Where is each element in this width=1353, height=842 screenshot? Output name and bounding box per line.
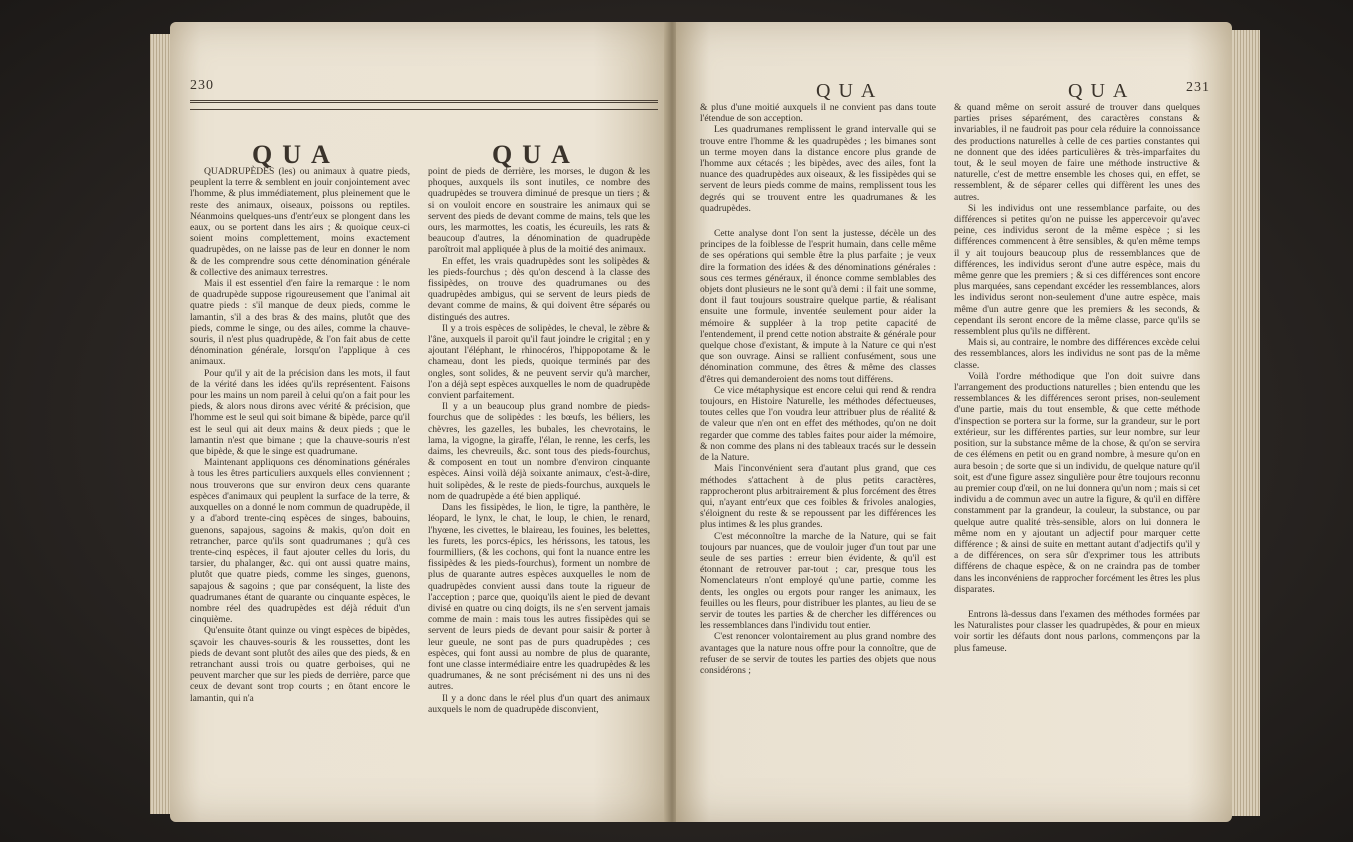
paragraph: QUADRUPÈDES (les) ou animaux à quatre pieds, peuplent la terre & semblent en jouir conjointement avec l'homme, & plus immédiatement, plus pleinement que le reste des animaux, oiseaux, poissons ou reptiles. Néanmoins quelques-uns d'entr'eux se plongent dans les eaux, ou se portent dans les airs ; & quoique ceux-ci soient moins complettement, moins exactement quadrupèdes, on ne laisse pas de leur en donner le nom & de les comprendre sous cette dénomination générale & collective des animaux terrestres. xyxy=(190,166,410,278)
paragraph: Il y a trois espèces de solipèdes, le cheval, le zèbre & l'âne, auxquels il paroit qu'il faut joindre le crigital ; en y ajoutant l'éléphant, le rhinocéros, l'hippopotame & le chameau, dont les pieds, quoique terminés par des ongles, sont solides, & ne peuvent servir qu'à marcher, l'on a déjà sept espèces auxquelles le nom de quadrupède convient parfaitement. xyxy=(428,322,650,402)
header-rule-left xyxy=(190,100,658,110)
paragraph: Pour qu'il y ait de la précision dans les mots, il faut de la vérité dans les idées qu'ils représentent. Faisons pour les mains un nom pareil à celui qu'on a fait pour les pieds, & alors nous dirons avec vérité & précision, que l'homme est le seul qui soit bimane & bipède, parce qu'il est le seul qui ait deux mains & deux pieds ; que le lamantin n'est que bimane ; que la chauve-souris n'est que bipède, & que le singe est quadrumane. xyxy=(190,367,410,458)
paragraph: Mais si, au contraire, le nombre des différences excède celui des ressemblances, alors les individus ne sont pas de la même classe. xyxy=(954,337,1200,371)
paragraph: & quand même on seroit assuré de trouver dans quelques parties prises séparément, des caractères constans & invariables, il ne faudroit pas pour cela réduire la connoissance des productions naturelles à celle de ces parties constantes qui ne donnent que des idées particulières & très-imparfaites du tout, & le seul moyen de faire une méthode instructive & naturelle, c'est de mettre ensemble les choses qui, en effet, se ressemblent, & de séparer celles qui diffèrent les unes des autres. xyxy=(954,102,1200,203)
paragraph: Les quadrumanes remplissent le grand intervalle qui se trouve entre l'homme & les quadrupèdes ; les bimanes sont un terme moyen dans la distance encore plus grande de l'homme aux cétacés ; les bipèdes, avec des ailes, font la nuance des quadrupèdes aux oiseaux, & les fissipèdes qui se servent de leurs pieds comme de mains, remplissent tous les degrés qui se trouvent entre les quadrumanes & les quadrupèdes. xyxy=(700,124,936,214)
paragraph: Maintenant appliquons ces dénominations générales à tous les êtres particuliers auxquels elles conviennent ; nous trouverons que sur environ deux cens quarante espèces d'animaux qui peuplent la surface de la terre, & auxquelles on a donné le nom commun de quadrupède, il y a d'abord trente-cinq espèces de singes, babouins, guenons, sapajous, sagoins & makis, qu'on doit en retrancher, parce qu'ils sont quadrumanes ; qu'à ces trente-cinq espèces, il faut ajouter celles du loris, du tarsier, du phalanger, &c. qui ont aussi quatre mains, plutôt que quatre pieds, comme les singes, guenons, sapajous & sagoins ; que par conséquent, la liste des quadrumanes étant de quarante ou cinquante espèces, le nombre réel des quadrupèdes est déjà réduit d'un cinquième. xyxy=(190,457,410,626)
left-page xyxy=(170,22,668,822)
paragraph: Mais l'inconvénient sera d'autant plus grand, que ces méthodes s'attachent à de plus petits caractères, rapprocheront plus arbitrairement & plus forcément des êtres qui, n'ayant entr'eux que ces foibles & frivoles analogies, s'éloignent du reste & se repoussent par les différences les plus intimes & les plus grandes. xyxy=(700,463,936,531)
column-heading-left-1: QUA xyxy=(252,140,340,169)
paragraph: Si les individus ont une ressemblance parfaite, ou des différences si petites qu'on ne puisse les appercevoir qu'avec peine, ces individus seront de la même espèce ; si les différences commencent à être sensibles, & qu'en même temps il y ait toujours beaucoup plus de ressemblances que de différences, les individus seront d'une autre espèce, mais du même genre que les premiers ; & si ces différences sont encore plus marquées, sans cependant excéder les ressemblances, alors les individus seront non-seulement d'une autre espèce, mais même d'un autre genre que les premiers & les seconds, & cependant ils seront encore de la même classe, parce qu'ils se ressemblent plus qu'ils ne diffèrent. xyxy=(954,202,1200,338)
paragraph: Il y a donc dans le réel plus d'un quart des animaux auxquels le nom de quadrupède disconvient, xyxy=(428,692,650,715)
right-page-column-2 xyxy=(954,102,1200,654)
paragraph: Voilà l'ordre méthodique que l'on doit suivre dans l'arrangement des productions naturelles ; bien entendu que les ressemblances & les différences seront prises, non-seulement d'une partie, mais du tout ensemble, & que cette méthode d'inspection se portera sur la forme, sur la grandeur, sur le port extérieur, sur les différentes parties, sur leur nombre, sur leur position, sur la substance même de la chose, & qu'on se servira de ces élémens en petit ou en grand nombre, à mesure qu'on en aura besoin ; de sorte que si un individu, de quelque nature qu'il soit, est d'une figure assez singulière pour être toujours reconnu au premier coup d'œil, on ne lui donnera qu'un nom ; mais si cet individu a de commun avec un autre la figure, & qu'il en diffère constamment par la grandeur, la couleur, la substance, ou par quelque autre qualité très-sensible, alors on lui donnera le même nom en y ajoutant un adjectif pour marquer cette différence ; & ainsi de suite en mettant autant d'adjectifs qu'il y a de différences, on sera sûr d'exprimer tous les attributs différens de chaque espèce, & on ne craindra pas de tomber dans les inconvéniens de rapprocher forcément les êtres les plus disparates. xyxy=(954,370,1200,595)
paragraph: Cette analyse dont l'on sent la justesse, décèle un des principes de la foiblesse de l'esprit humain, dans celle même de ses opérations qui semble être la plus parfaite ; je veux dire la formation des idées & des dénominations générales : sous ces termes généraux, il énonce comme semblables des objets dont plusieurs ne le sont qu'à demi : il fait une somme, dont il faut toujours soustraire quelque partie, & réalisant ensuite une formule, inventée seulement pour aider la mémoire & suppléer à la trop petite capacité de l'entendement, il prend cette notion abstraite & générale pour quelque chose d'existant, & impute à la Nature ce qui n'est que son ouvrage. Ainsi se rallient confusément, sous une dénomination commune, des êtres & même des classes d'êtres qui demanderoient des noms tout différens. xyxy=(700,228,936,385)
paragraph: Ce vice métaphysique est encore celui qui rend & rendra toujours, en Histoire Naturelle, les méthodes défectueuses, toutes celles que l'on voudra leur attribuer plus de réalité & de valeur que n'en ont en effet des méthodes, qu'on ne doit regarder que comme des tables faites pour aider la mémoire, & non comme des plans ni des tableaux tracés sur le dessein de la Nature. xyxy=(700,384,936,464)
running-head-right-2: QUA xyxy=(1068,80,1136,102)
paragraph: Entrons là-dessus dans l'examen des méthodes formées par les Naturalistes pour classer les quadrupèdes, & pour en mieux voir sortir les défauts dont nous parlons, commençons par la plus fameuse. xyxy=(954,608,1200,654)
paragraph: point de pieds de derrière, les morses, le dugon & les phoques, auxquels ils sont inutiles, ce nombre des quadrupèdes se trouvera diminué de presque un tiers ; & si on vouloit encore en soustraire les animaux qui se servent des pieds de devant comme de mains, tels que les ours, les marmottes, les coatis, les écureuils, les rats & beaucoup d'autres, la dénomination de quadrupède paroîtroit mal appliquée à plus de la moitié des animaux. xyxy=(428,166,650,256)
right-page-column-1 xyxy=(700,102,936,676)
paragraph: En effet, les vrais quadrupèdes sont les solipèdes & les pieds-fourchus ; dès qu'on descend à la classe des fissipèdes, on trouve des quadrumanes ou des quadrupèdes ambigus, qui se servent de leurs pieds de devant comme de mains, & qui doivent être séparés ou distingués des autres. xyxy=(428,255,650,323)
paragraph: & plus d'une moitié auxquels il ne convient pas dans toute l'étendue de son acception. xyxy=(700,102,936,125)
paragraph: Dans les fissipèdes, le lion, le tigre, la panthère, le léopard, le lynx, le chat, le loup, le chien, le renard, l'hyœne, les civettes, le blaireau, les fouines, les belettes, les furets, les porcs-épics, les hérissons, les tatous, les fourmilliers, (& les cochons, qui font la nuance entre les fissipèdes & les pieds-fourchus), forment un nombre de plus de quarante autres espèces auxquelles le nom de quadrupèdes convient aussi dans toute la rigueur de l'acception ; parce que, quoiqu'ils aient le pied de devant divisé en quatre ou cinq doigts, ils ne s'en servent jamais comme de main : mais tous les autres fissipèdes qui se servent de leurs pieds de devant pour saisir & porter à leur gueule, ne sont pas de purs quadrupèdes ; ces espèces, qui font aussi au nombre de plus de quarante, font une classe intermédiaire entre les quadrupèdes & les quadrumanes, & ne sont précisément ni des uns ni des autres. xyxy=(428,502,650,693)
running-head-right-1: QUA xyxy=(816,80,884,102)
paragraph: C'est méconnoître la marche de la Nature, qui se fait toujours par nuances, que de vouloir juger d'un tout par une seule de ses parties : erreur bien évidente, & qu'il est étonnant de retrouver par-tout ; car, presque tous les Nomenclateurs n'ont employé qu'une partie, comme les dents, les ongles ou ergots pour ranger les animaux, les feuilles ou les fleurs, pour distribuer les plantes, au lieu de se servir de toutes les parties & de chercher les différences ou les ressemblances dans l'individu tout entier. xyxy=(700,530,936,632)
left-page-column-2 xyxy=(428,166,650,715)
paragraph: C'est renoncer volontairement au plus grand nombre des avantages que la nature nous offre pour la connoître, que de refuser de se servir de toutes les parties des objets que nous considérons ; xyxy=(700,631,936,676)
page-number-right: 231 xyxy=(1186,80,1210,95)
page-number-left: 230 xyxy=(190,78,214,93)
paragraph: Qu'ensuite ôtant quinze ou vingt espèces de bipèdes, sçavoir les chauves-souris & les roussettes, dont les pieds de devant sont plutôt des ailes que des pieds, & en retranchant aussi trois ou quatre gerboises, qui ne peuvent marcher que sur les pieds de derrière, parce que ceux de devant sont trop courts ; en ôtant encore le lamantin, qui n'a xyxy=(190,625,410,704)
right-page xyxy=(676,22,1232,822)
left-page-column-1 xyxy=(190,166,410,704)
right-page-edges xyxy=(1232,30,1260,816)
paragraph: Mais il est essentiel d'en faire la remarque : le nom de quadrupède suppose rigoureusement que l'animal ait quatre pieds : s'il manque de deux pieds, comme le lamantin, s'il a des bras & des mains, plutôt que des pieds, comme le singe, ou des ailes, comme la chauve-souris, il n'est plus quadrupède, & l'on fait abus de cette dénomination générale, lorsqu'on l'applique à ces animaux. xyxy=(190,278,410,368)
left-page-edges xyxy=(150,34,172,814)
paragraph: Il y a un beaucoup plus grand nombre de pieds-fourchus que de solipèdes : les bœufs, les béliers, les chèvres, les gazelles, les bubales, les chevrotains, le lama, la vigogne, la giraffe, l'élan, le renne, les cerfs, les daims, les chevreuils, &c. sont tous des pieds-fourchus, & composent en tout un nombre d'environ cinquante espèces. Ainsi voilà déjà soixante animaux, c'est-à-dire, huit solipèdes, & le reste de pieds-fourchus, auxquels le nom de quadrupède a été bien appliqué. xyxy=(428,401,650,502)
column-heading-left-2: QUA xyxy=(492,140,580,169)
